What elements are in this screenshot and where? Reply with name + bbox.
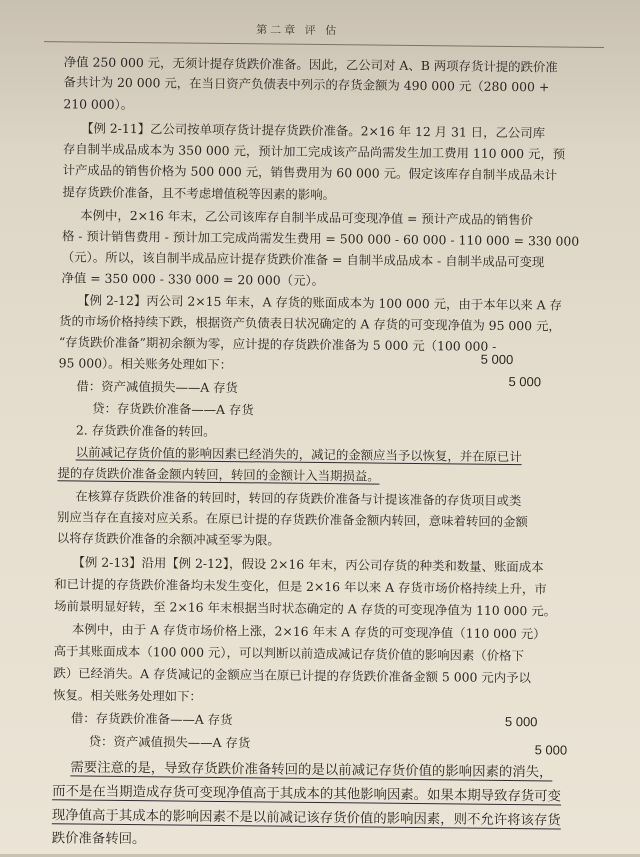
- text-line: 备共计为 20 000 元，在当日资产负债表中列示的存货金额为 490 000 元（280 000 +: [63, 74, 550, 95]
- text-line: 提存货跌价准备，且不考虑增值税等因素的影响。: [62, 184, 336, 203]
- text-line: 净值 250 000 元，无须计提存货跌价准备。因此，乙公司对 A、B 两项存货计提的跌价准: [63, 54, 558, 75]
- text-line: 存自制半成品成本为 350 000 元，预计加工完成该产品尚需发生加工费用 110 000 元，预: [62, 141, 566, 162]
- journal-amount: 5 000: [504, 713, 538, 730]
- text-line: 和已计提的存货跌价准备均未发生变化，但是 2×16 年以来 A 存货市场价格持续上升，市: [54, 576, 547, 597]
- text-line: 跌）已经消失。A 存货减记的金额应当在原已计提的存货跌价准备金额 5 000 元内予以: [53, 665, 531, 686]
- example-heading: 【例 2-11】乙公司按单项存货计提存货跌价准备。2×16 年 12 月 31 日，乙公司库: [81, 120, 546, 141]
- text-line: 货的市场价格持续下跌，根据资产负债表日状况确定的 A 存货的可变现净值为 95 000 元，: [59, 313, 561, 334]
- text-line: 本例中，2×16 年末，乙公司该库存自制半成品可变现净值 = 预计产成品的销售价: [80, 207, 533, 228]
- journal-amount: 5 000: [534, 742, 568, 758]
- text-line: 计产成品的销售价格为 500 000 元，销售费用为 60 000 元。假定该库存自制半成品未计: [62, 162, 558, 183]
- text-line: （元）。所以，该自制半成品应计提存货跌价准备 = 自制半成品成本 - 自制半成品可变现: [61, 249, 545, 270]
- handwritten-underline: 现净值高于其成本的影响因素不是以前减记该存货价值的影响因素，则不允许将该存货: [51, 808, 561, 829]
- text-line: [52, 783, 561, 806]
- text-line: 在核算存货跌价准备的转回时，转回的存货跌价准备与计提该准备的存货项目或类: [75, 488, 522, 509]
- journal-debit: 借：资产减值损失——A 存货: [76, 378, 239, 396]
- handwritten-underline: 而不是在当期造成存货可变现净值高于其成本的其他影响因素。如果本期导致存货可变: [52, 784, 562, 805]
- text-line: 恢复。相关账务处理如下：: [53, 687, 202, 704]
- handwritten-underline: 以前减记存货价值的影响因素已经消失的，减记的金额应当予以恢复，并在原已计: [75, 444, 522, 465]
- journal-debit: 借：存货跌价准备——A 存货: [70, 710, 233, 728]
- example-heading: 【例 2-12】丙公司 2×15 年末，A 存货的账面成本为 100 000 元，由于本年以来 A 存: [77, 292, 563, 313]
- text-line: 高于其账面成本（100 000 元），可以判断以前造成减记存货价值的影响因素（价格下: [53, 643, 524, 664]
- text-line: 场前景明显好转，至 2×16 年末根据当时状态确定的 A 存货的可变现净值为 110 000 元。: [54, 598, 557, 619]
- text-line: “存货跌价准备”期初余额为零，应计提的存货跌价准备为 5 000 元（100 000 -: [58, 334, 497, 354]
- example-heading: 【例 2-13】沿用【例 2-12】，假设 2×16 年末，丙公司存货的种类和数量、账面成本: [72, 554, 544, 575]
- text-line: 别应当存在直接对应关系。在原已计提的存货跌价准备金额内转回，意味着转回的金额: [56, 509, 528, 530]
- text-line: [57, 464, 379, 485]
- text-line: 210 000）。: [63, 96, 134, 113]
- text-line: 95 000）。相关账务处理如下：: [58, 355, 233, 373]
- header-rule: [44, 41, 604, 48]
- text-line: 格 - 预计销售费用 - 预计加工完成尚需发生费用 = 500 000 - 60 000 - 110 000 = 330 000: [61, 228, 580, 249]
- text-line: 以将存货跌价准备的余额冲减至零为限。: [56, 530, 280, 548]
- text-line: 跌价准备转回。: [51, 831, 146, 848]
- journal-amount: 5 000: [508, 373, 542, 390]
- text-line: 净值 = 350 000 - 330 000 = 20 000（元）。: [61, 270, 325, 289]
- text-line: [52, 807, 561, 830]
- section-heading: 2. 存货跌价准备的转回。: [75, 422, 216, 439]
- text-line: 本例中，由于 A 存货市场价格上涨，2×16 年末 A 存货的可变现净值（110 000 元）: [71, 621, 546, 642]
- text-line: [76, 443, 522, 466]
- journal-credit: 贷：资产减值损失——A 存货: [88, 733, 251, 751]
- handwritten-underline: 需要注意的是，导致存货跌价准备转回的是以前减记存货价值的影响因素的消失，: [70, 760, 553, 781]
- handwritten-underline: 提的存货跌价准备金额内转回，转回的金额计入当期损益。: [57, 465, 380, 484]
- journal-amount: 5 000: [480, 351, 514, 368]
- journal-credit: 贷：存货跌价准备——A 存货: [92, 400, 254, 418]
- text-line: [70, 759, 552, 782]
- running-header: 第二章 评 估: [256, 23, 340, 38]
